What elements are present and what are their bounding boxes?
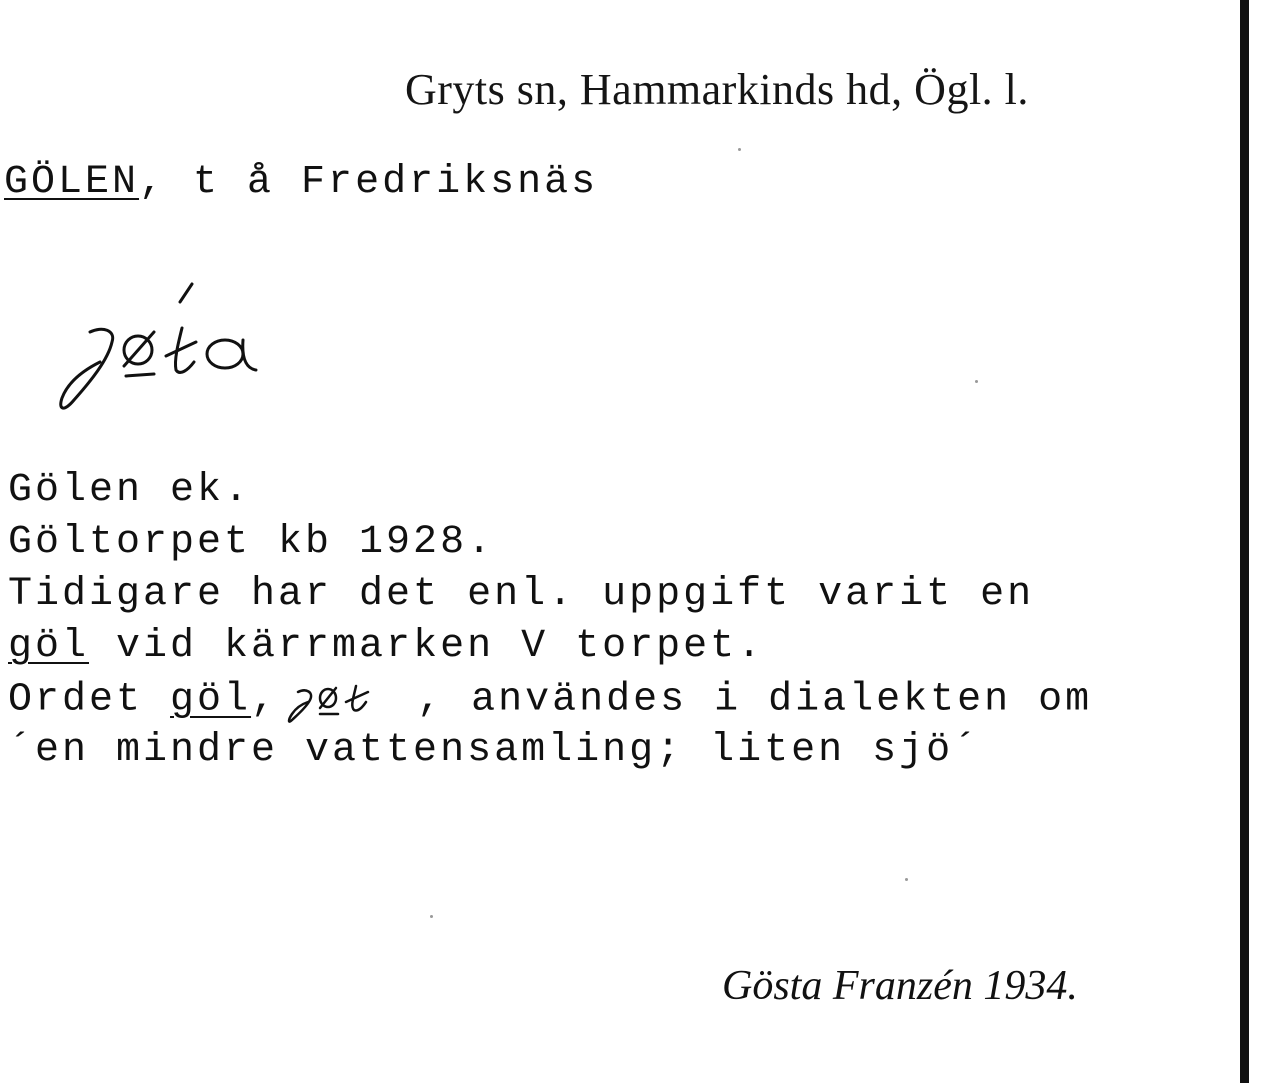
line-5-comma: ,: [251, 677, 279, 723]
line-6: ´en mindre vattensamling; liten sjö´: [8, 728, 981, 773]
line-2: Göltorpet kb 1928.: [8, 520, 495, 565]
card-body: [8, 466, 1092, 778]
speck: [905, 878, 908, 881]
headword-description: , t å Fredriksnäs: [139, 160, 599, 205]
location-header: Gryts sn, Hammarkinds hd, Ögl. l.: [405, 65, 1029, 114]
line-5: [8, 674, 1092, 726]
underlined-word: göl: [170, 677, 252, 723]
handwritten-inline-phonetic: [284, 674, 384, 724]
line-1: Gölen ek.: [8, 468, 252, 513]
speck: [975, 380, 978, 383]
headword: GÖLEN: [4, 160, 140, 205]
underlined-word: göl: [8, 624, 90, 669]
line-3: Tidigare har det enl. uppgift varit en: [8, 572, 1035, 617]
card-edge-border: [1240, 0, 1249, 1083]
speck: [738, 148, 741, 151]
line-5-rest: , användes i dialekten om: [390, 677, 1093, 723]
headword-line: [4, 160, 598, 205]
handwritten-phonetic-transcription: [50, 270, 280, 420]
speck: [430, 915, 433, 918]
signature: Gösta Franzén 1934.: [722, 963, 1078, 1009]
line-4-rest: vid kärrmarken V torpet.: [89, 624, 765, 669]
line-5-prefix: Ordet: [8, 677, 171, 723]
line-4: [8, 622, 1092, 674]
